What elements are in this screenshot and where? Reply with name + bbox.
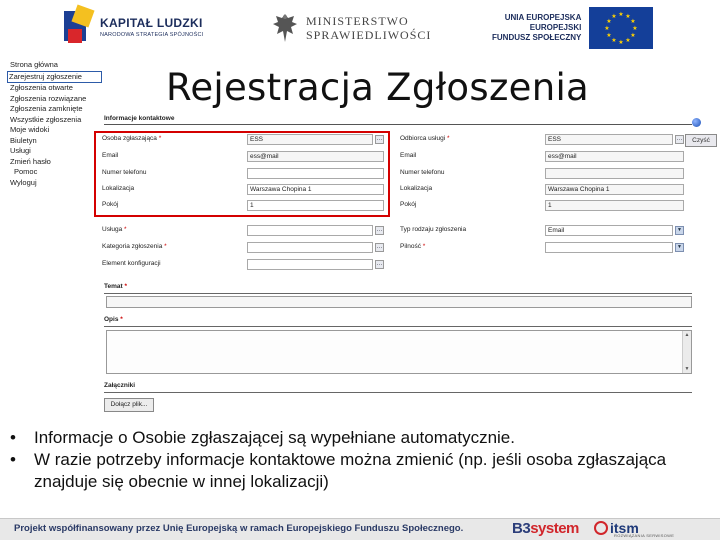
nav-item-my-views[interactable]: Moje widoki — [10, 125, 50, 134]
itsm-mark-icon — [594, 521, 608, 535]
ministry-line-1: MINISTERSTWO — [306, 14, 409, 28]
ministry-line-2: SPRAWIEDLIWOŚCI — [306, 28, 432, 42]
requester-email-field[interactable]: ess@mail — [247, 151, 384, 162]
recipient-email-field[interactable]: ess@mail — [545, 151, 684, 162]
nav-item-resolved-tickets[interactable]: Zgłoszenia rozwiązane — [10, 93, 87, 103]
recipient-phone-label: Numer telefonu — [400, 169, 445, 176]
system-text: system — [530, 520, 579, 537]
requester-location-field[interactable]: Warszawa Chopina 1 — [247, 184, 384, 195]
urgency-label: Pilność * — [400, 243, 426, 250]
service-label: Usługa * — [102, 226, 127, 233]
svg-text:★: ★ — [618, 39, 625, 46]
requester-field[interactable]: ESS — [247, 134, 373, 145]
b3system-logo — [512, 520, 579, 537]
recipient-field[interactable]: ESS — [545, 134, 673, 145]
scroll-up-icon[interactable]: ▲ — [684, 332, 690, 338]
kapital-ludzki-subtitle: NARODOWA STRATEGIA SPÓJNOŚCI — [100, 32, 204, 38]
svg-text:★: ★ — [618, 11, 625, 18]
recipient-location-field[interactable]: Warszawa Chopina 1 — [545, 184, 684, 195]
eagle-emblem-icon — [272, 12, 298, 44]
description-textarea[interactable] — [106, 330, 692, 374]
svg-text:★: ★ — [630, 18, 637, 25]
ticket-type-chevron-down-icon[interactable]: ▼ — [675, 226, 684, 235]
clear-button[interactable]: Czyść — [685, 134, 717, 147]
category-lookup-icon[interactable]: … — [376, 244, 383, 250]
bullet-item: • Informacje o Osobie zgłaszającej są wypełniane automatycznie. — [8, 427, 708, 449]
nav-item-logout[interactable]: Wyloguj — [10, 177, 37, 187]
svg-text:★: ★ — [625, 13, 632, 20]
description-scrollbar[interactable] — [682, 331, 691, 373]
nav-item-all-tickets[interactable]: Wszystkie zgłoszenia — [10, 114, 82, 124]
page-title: Rejestracja Zgłoszenia — [166, 66, 590, 109]
ministry-logo — [272, 8, 431, 48]
itsm-text: itsm — [610, 520, 639, 536]
svg-text:★: ★ — [604, 25, 611, 32]
kapital-ludzki-mark-icon — [64, 7, 94, 47]
eu-line-1: UNIA EUROPEJSKA — [504, 13, 582, 22]
requester-room-label: Pokój — [102, 201, 119, 208]
nav-item-change-password[interactable]: Zmień hasło — [10, 156, 51, 166]
eu-line-2: EUROPEJSKI — [529, 23, 582, 32]
svg-text:★: ★ — [625, 37, 632, 44]
svg-text:★: ★ — [606, 18, 613, 25]
config-item-field[interactable] — [247, 259, 373, 270]
nav-item-home[interactable]: Strona główna — [10, 60, 58, 69]
svg-text:★: ★ — [632, 25, 639, 32]
svg-text:★: ★ — [611, 13, 618, 20]
requester-email-label: Email — [102, 152, 119, 159]
bullet-list — [8, 427, 708, 493]
b3-text: B3 — [512, 520, 531, 537]
refresh-icon[interactable] — [692, 118, 701, 127]
service-field[interactable] — [247, 225, 373, 236]
attachments-label: Załączniki — [104, 382, 136, 389]
ticket-type-select[interactable]: Email — [545, 225, 673, 236]
footer — [0, 518, 720, 540]
svg-text:★: ★ — [606, 32, 613, 39]
recipient-room-label: Pokój — [400, 201, 417, 208]
subject-divider — [104, 293, 692, 294]
eu-logo — [492, 8, 653, 48]
itsm-subtitle: ROZWIĄZANIA SERWISOWE — [614, 533, 675, 538]
recipient-room-field[interactable]: 1 — [545, 200, 684, 211]
svg-text:★: ★ — [630, 32, 637, 39]
config-item-lookup-icon[interactable]: … — [376, 261, 383, 267]
recipient-label: Odbiorca usługi * — [400, 135, 450, 142]
nav-item-bulletin[interactable]: Biuletyn — [10, 135, 37, 145]
category-field[interactable] — [247, 242, 373, 253]
eu-line-3: FUNDUSZ SPOŁECZNY — [492, 33, 582, 42]
ticket-type-label: Typ rodzaju zgłoszenia — [400, 226, 467, 233]
recipient-phone-field[interactable] — [545, 168, 684, 179]
nav-item-closed-tickets[interactable]: Zgłoszenia zamknięte — [10, 104, 83, 113]
bullet-item: • W razie potrzeby informacje kontaktowe można zmienić (np. jeśli osoba zgłaszająca znajduje się obecnie w innej lokalizacji) — [8, 449, 708, 493]
recipient-location-label: Lokalizacja — [400, 185, 433, 192]
requester-highlight-box — [94, 131, 390, 217]
attachments-divider — [104, 392, 692, 393]
subject-label: Temat * — [104, 283, 128, 290]
recipient-lookup-icon[interactable]: … — [676, 136, 683, 142]
config-item-label: Element konfiguracji — [102, 260, 161, 267]
contact-section-label: Informacje kontaktowe — [104, 115, 175, 122]
subject-field[interactable] — [106, 296, 692, 308]
requester-location-label: Lokalizacja — [102, 185, 135, 192]
requester-label: Osoba zgłaszająca * — [102, 135, 162, 142]
kapital-ludzki-logo — [64, 4, 214, 50]
description-divider — [104, 326, 692, 327]
eu-flag-icon — [589, 7, 653, 49]
requester-lookup-icon[interactable]: … — [376, 136, 383, 142]
nav-item-help[interactable]: Pomoc — [14, 167, 38, 176]
recipient-email-label: Email — [400, 152, 417, 159]
footer-text: Projekt współfinansowany przez Unię Europejską w ramach Europejskiego Funduszu Społecznego. — [14, 523, 464, 534]
urgency-select[interactable] — [545, 242, 673, 253]
ticket-form — [0, 112, 720, 412]
requester-phone-label: Numer telefonu — [102, 169, 147, 176]
urgency-chevron-down-icon[interactable]: ▼ — [675, 243, 684, 252]
svg-text:★: ★ — [611, 37, 618, 44]
section-divider — [104, 124, 692, 125]
attach-file-button[interactable]: Dołącz plik... — [104, 398, 154, 412]
requester-room-field[interactable]: 1 — [247, 200, 384, 211]
scroll-down-icon[interactable]: ▼ — [684, 366, 690, 372]
logo-bar — [0, 0, 720, 56]
nav-item-register-ticket[interactable]: Zarejestruj zgłoszenie — [7, 71, 102, 84]
nav-item-open-tickets[interactable]: Zgłoszenia otwarte — [10, 83, 73, 92]
description-label: Opis * — [104, 316, 123, 323]
service-lookup-icon[interactable]: … — [376, 227, 383, 233]
kapital-ludzki-title: KAPITAŁ LUDZKI — [100, 16, 203, 30]
nav-item-services[interactable]: Usługi — [10, 146, 31, 155]
category-label: Kategoria zgłoszenia * — [102, 243, 167, 250]
